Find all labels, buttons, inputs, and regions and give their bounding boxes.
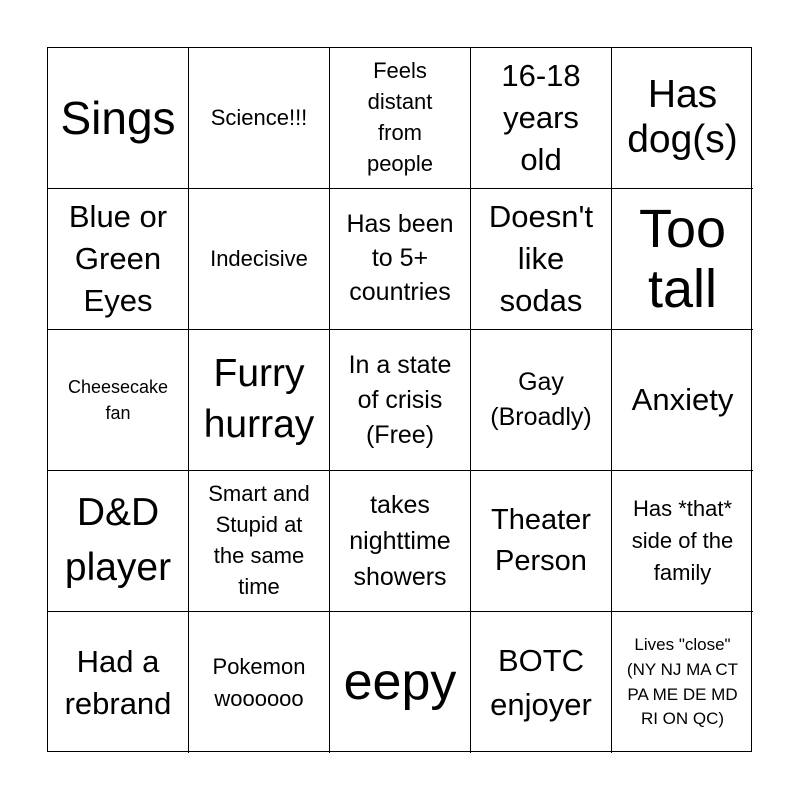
bingo-cell[interactable]: [612, 189, 753, 330]
bingo-cell[interactable]: [330, 189, 471, 330]
cell-text: Furry hurray: [203, 352, 315, 446]
cell-text: Too tall: [638, 198, 727, 319]
cell-text: Smart and Stupid at the same time: [208, 481, 310, 599]
bingo-cell[interactable]: [330, 612, 471, 753]
cell-text: In a state of crisis (Free): [348, 350, 452, 449]
cell-text: Pokemon woooooo: [212, 653, 306, 711]
cell-text: Anxiety: [631, 382, 734, 418]
bingo-board: [47, 47, 752, 752]
cell-text: Lives "close" (NY NJ MA CT PA ME DE MD RI ON QC): [626, 635, 739, 729]
bingo-cell[interactable]: [189, 612, 330, 753]
cell-text: Cheesecake fan: [67, 376, 169, 423]
cell-text: Has been to 5+ countries: [346, 210, 454, 306]
bingo-cell[interactable]: [189, 471, 330, 612]
bingo-cell[interactable]: [189, 48, 330, 189]
cell-text: Gay (Broadly): [490, 368, 592, 431]
cell-text: takes nighttime showers: [349, 490, 451, 592]
bingo-cell[interactable]: [330, 48, 471, 189]
bingo-cell[interactable]: [48, 330, 189, 471]
bingo-cell[interactable]: [330, 471, 471, 612]
bingo-cell[interactable]: [48, 612, 189, 753]
bingo-cell[interactable]: [48, 48, 189, 189]
cell-text: Had a rebrand: [64, 643, 172, 721]
bingo-cell[interactable]: [189, 189, 330, 330]
cell-text: D&D player: [64, 491, 172, 589]
bingo-cell[interactable]: [471, 330, 612, 471]
bingo-cell[interactable]: [471, 189, 612, 330]
bingo-cell[interactable]: [48, 471, 189, 612]
bingo-cell[interactable]: [612, 612, 753, 753]
bingo-cell[interactable]: [612, 330, 753, 471]
bingo-cell[interactable]: [48, 189, 189, 330]
cell-text: Theater Person: [491, 504, 591, 577]
bingo-cell[interactable]: [330, 330, 471, 471]
bingo-cell[interactable]: [471, 471, 612, 612]
bingo-cell[interactable]: [189, 330, 330, 471]
cell-text: Blue or Green Eyes: [68, 199, 168, 318]
cell-text: Has dog(s): [627, 73, 738, 161]
bingo-cell[interactable]: [612, 48, 753, 189]
bingo-cell[interactable]: [612, 471, 753, 612]
cell-text: Indecisive: [210, 246, 308, 272]
cell-text: Science!!!: [210, 105, 308, 131]
bingo-cell[interactable]: [471, 48, 612, 189]
cell-text: Sings: [60, 91, 176, 144]
cell-text: Feels distant from people: [366, 58, 434, 176]
cell-text: BOTC enjoyer: [490, 643, 592, 722]
cell-text: eepy: [343, 652, 457, 711]
cell-text: Doesn't like sodas: [488, 199, 594, 318]
bingo-cell[interactable]: [471, 612, 612, 753]
cell-text: Has *that* side of the family: [631, 496, 734, 585]
cell-text: 16-18 years old: [501, 58, 581, 177]
